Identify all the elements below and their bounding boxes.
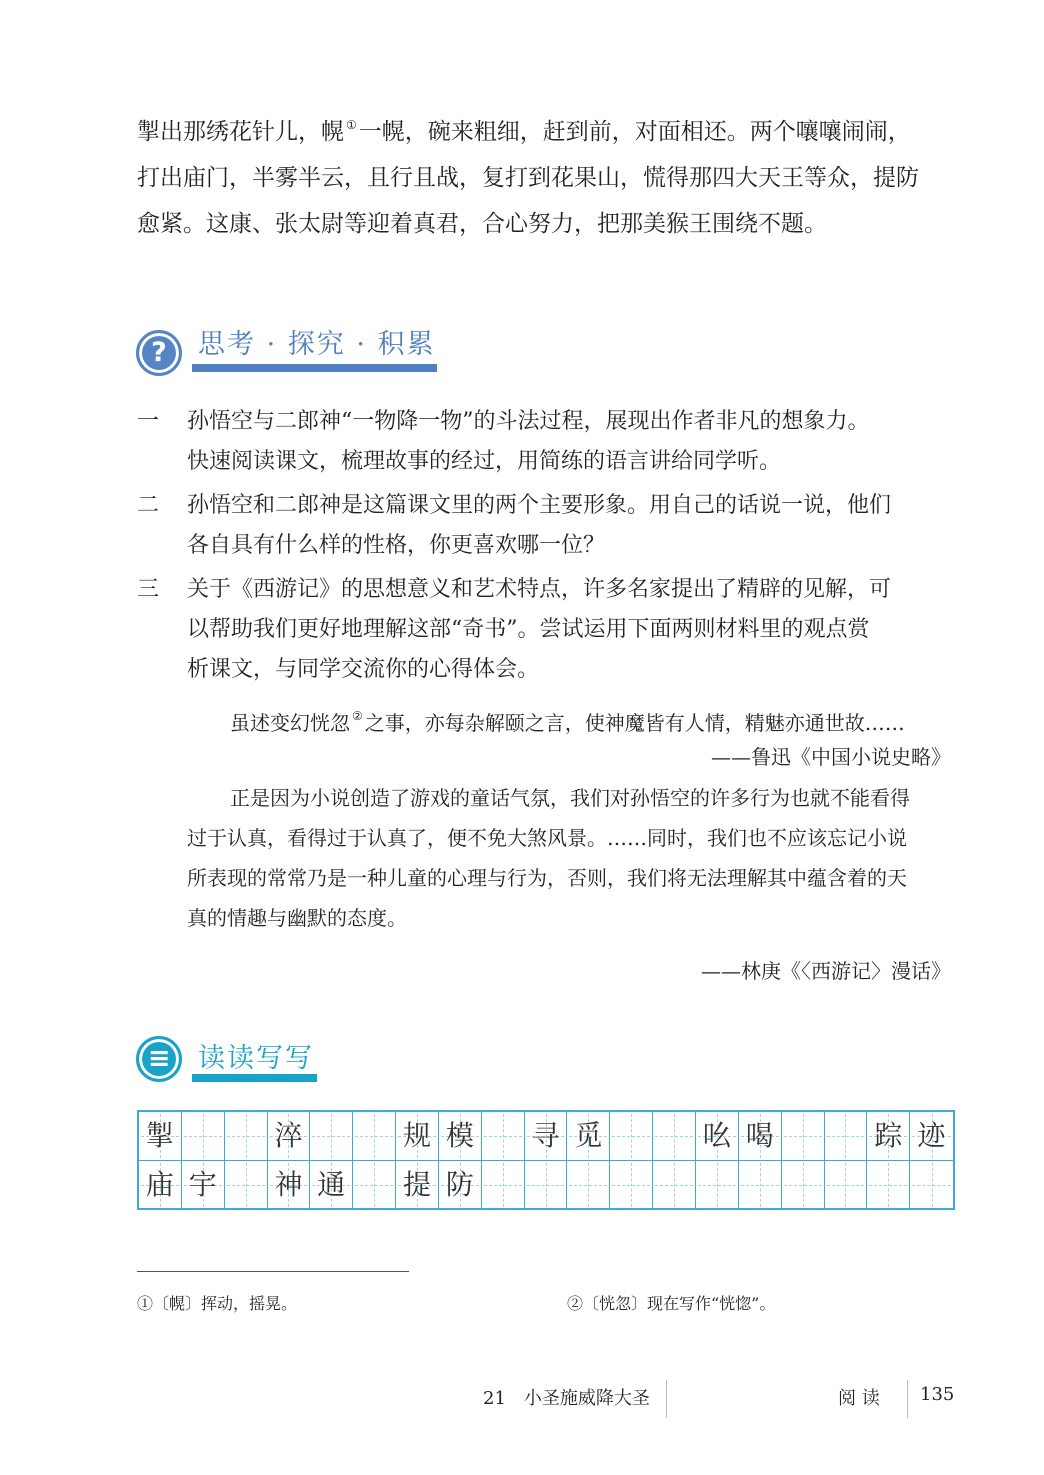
quote-source: ——林庚《〈西游记〉漫话》 [701,959,951,983]
grid-cell: 掣 [139,1112,182,1160]
grid-cell: 宇 [182,1161,225,1209]
grid-row [139,1161,953,1209]
grid-cell [225,1112,268,1160]
grid-cell: 庙 [139,1161,182,1209]
grid-cell: 喝 [739,1112,782,1160]
grid-cell: 迹 [910,1112,953,1160]
footnote: ②〔恍忽〕现在写作“恍惚”。 [567,1294,776,1313]
paragraph-line: 打出庙门，半雾半云，且行且战，复打到花果山，慌得那四大天王等众，提防 [137,165,919,191]
grid-cell [653,1161,696,1209]
grid-cell [739,1161,782,1209]
section-underline [192,1074,317,1082]
paragraph-line: 愈紧。这康、张太尉等迎着真君，合心努力，把那美猴王围绕不题。 [137,211,827,237]
grid-cell [482,1161,525,1209]
grid-cell: 通 [310,1161,353,1209]
grid-cell [653,1112,696,1160]
quote-text: 正是因为小说创造了游戏的童话气氛，我们对孙悟空的许多行为也就不能看得 过于认真，看得过于认真了，便不免大煞风景。……同时，我们也不应该忘记小说 所表现的常常乃是一种儿童的心理与行为，否则，我们将无法理解其中蕴含着的天 真的情趣与幽默的态度。 [187,786,910,930]
grid-cell: 神 [268,1161,311,1209]
body-paragraph [137,102,919,247]
writing-grid [137,1110,955,1210]
grid-cell [782,1161,825,1209]
section-underline [192,364,437,372]
grid-cell [610,1112,653,1160]
grid-cell [353,1112,396,1160]
grid-cell: 吆 [696,1112,739,1160]
read-write-icon: ≡ [136,1036,182,1082]
page-number: 135 [920,1384,955,1405]
grid-cell [867,1161,910,1209]
footnote-divider [137,1271,409,1272]
grid-cell: 规 [396,1112,439,1160]
question-circle-icon: ? [136,330,182,376]
grid-cell [825,1161,868,1209]
grid-cell [782,1112,825,1160]
paragraph-line: 掣出那绣花针儿，幌 ①一幌，碗来粗细，赶到前，对面相还。两个嚷嚷闹闹， [137,118,911,145]
grid-cell: 提 [396,1161,439,1209]
grid-cell: 踪 [867,1112,910,1160]
question-text: 孙悟空和二郎神是这篇课文里的两个主要形象。用自己的话说一说，他们 各自具有什么样的性格，你更喜欢哪一位？ [187,493,892,558]
footnote-ref[interactable]: ② [352,709,363,723]
grid-cell: 寻 [525,1112,568,1160]
grid-cell: 觅 [567,1112,610,1160]
footnote-ref[interactable]: ① [346,118,357,132]
grid-cell [225,1161,268,1209]
grid-cell [310,1112,353,1160]
grid-cell [610,1161,653,1209]
grid-cell: 淬 [268,1112,311,1160]
section-title: 思考 · 探究 · 积累 [198,329,436,360]
grid-cell [182,1112,225,1160]
grid-cell [910,1161,953,1209]
grid-row [139,1112,953,1161]
footer-divider [907,1380,908,1418]
grid-cell [696,1161,739,1209]
grid-cell [525,1161,568,1209]
grid-cell [353,1161,396,1209]
question-text: 孙悟空与二郎神“一物降一物”的斗法过程，展现出作者非凡的想象力。 快速阅读课文，梳理故事的经过，用简练的语言讲给同学听。 [187,409,870,474]
question-number: 二 [137,493,160,518]
grid-cell [825,1112,868,1160]
section-title: 读读写写 [198,1043,314,1074]
footer-section: 阅 读 [838,1388,880,1409]
question-number: 三 [137,577,160,602]
footer-lesson-title: 21 小圣施威降大圣 [483,1388,650,1409]
grid-cell: 模 [439,1112,482,1160]
footer-divider [666,1380,667,1418]
grid-cell: 防 [439,1161,482,1209]
footnote: ①〔幌〕挥动，摇晃。 [137,1294,298,1313]
grid-cell [482,1112,525,1160]
question-text: 关于《西游记》的思想意义和艺术特点，许多名家提出了精辟的见解，可 以帮助我们更好地理解这部“奇书”。尝试运用下面两则材料里的观点赏 析课文，与同学交流你的心得体会。 [187,577,892,682]
grid-cell [567,1161,610,1209]
quote-text: 虽述变幻恍忽 ② 之事，亦每杂解颐之言，使神魔皆有人情，精魅亦通世故…… [230,709,905,735]
quote-source: ——鲁迅《中国小说史略》 [711,745,951,769]
question-number: 一 [137,409,160,434]
